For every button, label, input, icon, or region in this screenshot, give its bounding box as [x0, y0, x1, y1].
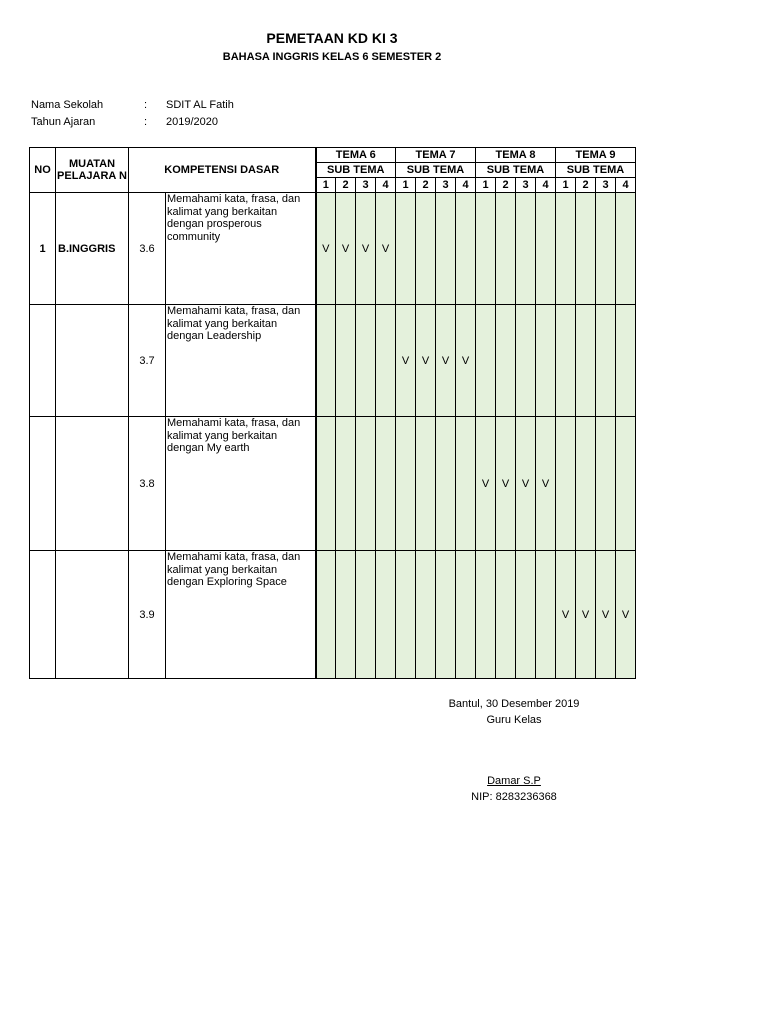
subtema-check-cell	[476, 193, 496, 305]
info-label: Tahun Ajaran	[31, 116, 96, 128]
header-tema: TEMA 9	[556, 148, 636, 163]
header-subtema-number: 4	[456, 178, 476, 193]
header-subtema-number: 4	[616, 178, 636, 193]
header-subtema-number: 1	[396, 178, 416, 193]
subtema-check-cell	[556, 417, 576, 551]
subtema-check-cell	[336, 305, 356, 417]
subtema-check-cell	[616, 305, 636, 417]
subtema-check-cell	[576, 305, 596, 417]
subtema-check-cell: V	[516, 417, 536, 551]
subtema-check-cell	[576, 417, 596, 551]
info-separator: :	[144, 99, 148, 111]
subtema-check-cell	[476, 551, 496, 679]
row-subject: B.INGGRIS	[56, 193, 129, 305]
subtema-check-cell	[416, 551, 436, 679]
header-subtema-number: 1	[476, 178, 496, 193]
subtema-check-cell	[316, 417, 336, 551]
row-subject	[56, 417, 129, 551]
kd-description: Memahami kata, frasa, dan kalimat yang berkaitan dengan Leadership	[166, 305, 316, 417]
subtema-check-cell: V	[436, 305, 456, 417]
header-subtema: SUB TEMA	[476, 163, 556, 178]
header-subtema-number: 3	[516, 178, 536, 193]
subtema-check-cell	[316, 305, 336, 417]
header-subtema-number: 2	[496, 178, 516, 193]
subtema-check-cell	[336, 551, 356, 679]
subtema-check-cell: V	[416, 305, 436, 417]
subtema-check-cell	[596, 305, 616, 417]
info-separator: :	[144, 116, 148, 128]
header-subtema-number: 4	[536, 178, 556, 193]
subtema-check-cell	[396, 193, 416, 305]
header-tema: TEMA 8	[476, 148, 556, 163]
subtema-check-cell	[396, 551, 416, 679]
header-subtema: SUB TEMA	[556, 163, 636, 178]
kd-description: Memahami kata, frasa, dan kalimat yang berkaitan dengan Exploring Space	[166, 551, 316, 679]
signature-name: Damar S.P	[487, 775, 541, 787]
header-no: NO	[30, 148, 56, 193]
subtema-check-cell: V	[396, 305, 416, 417]
subtema-check-cell	[496, 551, 516, 679]
row-subject	[56, 551, 129, 679]
row-number	[30, 305, 56, 417]
kd-number: 3.9	[129, 551, 166, 679]
subtema-check-cell	[396, 417, 416, 551]
subtema-check-cell	[536, 193, 556, 305]
subtema-check-cell: V	[596, 551, 616, 679]
subtema-check-cell	[436, 551, 456, 679]
header-subtema-number: 1	[316, 178, 336, 193]
subtema-check-cell	[556, 193, 576, 305]
subtema-check-cell: V	[496, 417, 516, 551]
signature-place-date: Bantul, 30 Desember 2019	[448, 698, 580, 710]
document-subtitle: BAHASA INGGRIS KELAS 6 SEMESTER 2	[222, 51, 442, 63]
subtema-check-cell: V	[456, 305, 476, 417]
header-subtema-number: 2	[576, 178, 596, 193]
subtema-check-cell	[596, 417, 616, 551]
subtema-check-cell	[376, 305, 396, 417]
header-tema: TEMA 7	[396, 148, 476, 163]
subtema-check-cell	[596, 193, 616, 305]
subtema-check-cell	[356, 417, 376, 551]
row-subject	[56, 305, 129, 417]
header-subtema-number: 1	[556, 178, 576, 193]
kd-number: 3.7	[129, 305, 166, 417]
header-kd: KOMPETENSI DASAR	[129, 148, 316, 193]
subtema-check-cell	[516, 551, 536, 679]
subtema-check-cell	[456, 551, 476, 679]
document-title: PEMETAAN KD KI 3	[266, 30, 398, 46]
table-row	[30, 305, 636, 417]
subtema-check-cell	[616, 417, 636, 551]
table-row	[30, 551, 636, 679]
subtema-check-cell	[316, 551, 336, 679]
subtema-check-cell	[476, 305, 496, 417]
subtema-check-cell: V	[576, 551, 596, 679]
subtema-check-cell: V	[536, 417, 556, 551]
header-subtema-number: 3	[436, 178, 456, 193]
info-label: Nama Sekolah	[31, 99, 104, 111]
header-subtema-number: 4	[376, 178, 396, 193]
row-number: 1	[30, 193, 56, 305]
subtema-check-cell	[516, 193, 536, 305]
subtema-check-cell	[456, 417, 476, 551]
subtema-check-cell: V	[616, 551, 636, 679]
subtema-check-cell: V	[356, 193, 376, 305]
signature-nip: NIP: 8283236368	[471, 791, 557, 803]
subtema-check-cell	[496, 193, 516, 305]
row-number	[30, 417, 56, 551]
subtema-check-cell	[616, 193, 636, 305]
subtema-check-cell: V	[556, 551, 576, 679]
kd-description: Memahami kata, frasa, dan kalimat yang berkaitan dengan My earth	[166, 417, 316, 551]
subtema-check-cell: V	[476, 417, 496, 551]
subtema-check-cell	[456, 193, 476, 305]
kd-number: 3.8	[129, 417, 166, 551]
header-tema: TEMA 6	[316, 148, 396, 163]
subtema-check-cell	[376, 551, 396, 679]
subtema-check-cell	[536, 551, 556, 679]
header-muatan: MUATAN PELAJARA N	[56, 148, 129, 193]
info-value: 2019/2020	[166, 116, 218, 128]
subtema-check-cell	[576, 193, 596, 305]
subtema-check-cell	[336, 417, 356, 551]
subtema-check-cell	[416, 193, 436, 305]
header-subtema: SUB TEMA	[396, 163, 476, 178]
kd-mapping-table	[29, 147, 636, 679]
subtema-check-cell	[496, 305, 516, 417]
header-subtema: SUB TEMA	[316, 163, 396, 178]
header-subtema-number: 3	[356, 178, 376, 193]
subtema-check-cell: V	[336, 193, 356, 305]
subtema-check-cell	[556, 305, 576, 417]
info-value: SDIT AL Fatih	[166, 99, 234, 111]
subtema-check-cell	[376, 417, 396, 551]
subtema-check-cell	[436, 193, 456, 305]
header-subtema-number: 2	[416, 178, 436, 193]
subtema-check-cell	[356, 305, 376, 417]
subtema-check-cell	[416, 417, 436, 551]
subtema-check-cell	[436, 417, 456, 551]
header-subtema-number: 2	[336, 178, 356, 193]
kd-number: 3.6	[129, 193, 166, 305]
header-subtema-number: 3	[596, 178, 616, 193]
subtema-check-cell: V	[376, 193, 396, 305]
subtema-check-cell	[356, 551, 376, 679]
table-row	[30, 193, 636, 305]
row-number	[30, 551, 56, 679]
subtema-check-cell: V	[316, 193, 336, 305]
subtema-check-cell	[516, 305, 536, 417]
kd-description: Memahami kata, frasa, dan kalimat yang berkaitan dengan prosperous community	[166, 193, 316, 305]
table-row	[30, 417, 636, 551]
signature-role: Guru Kelas	[486, 714, 542, 726]
subtema-check-cell	[536, 305, 556, 417]
